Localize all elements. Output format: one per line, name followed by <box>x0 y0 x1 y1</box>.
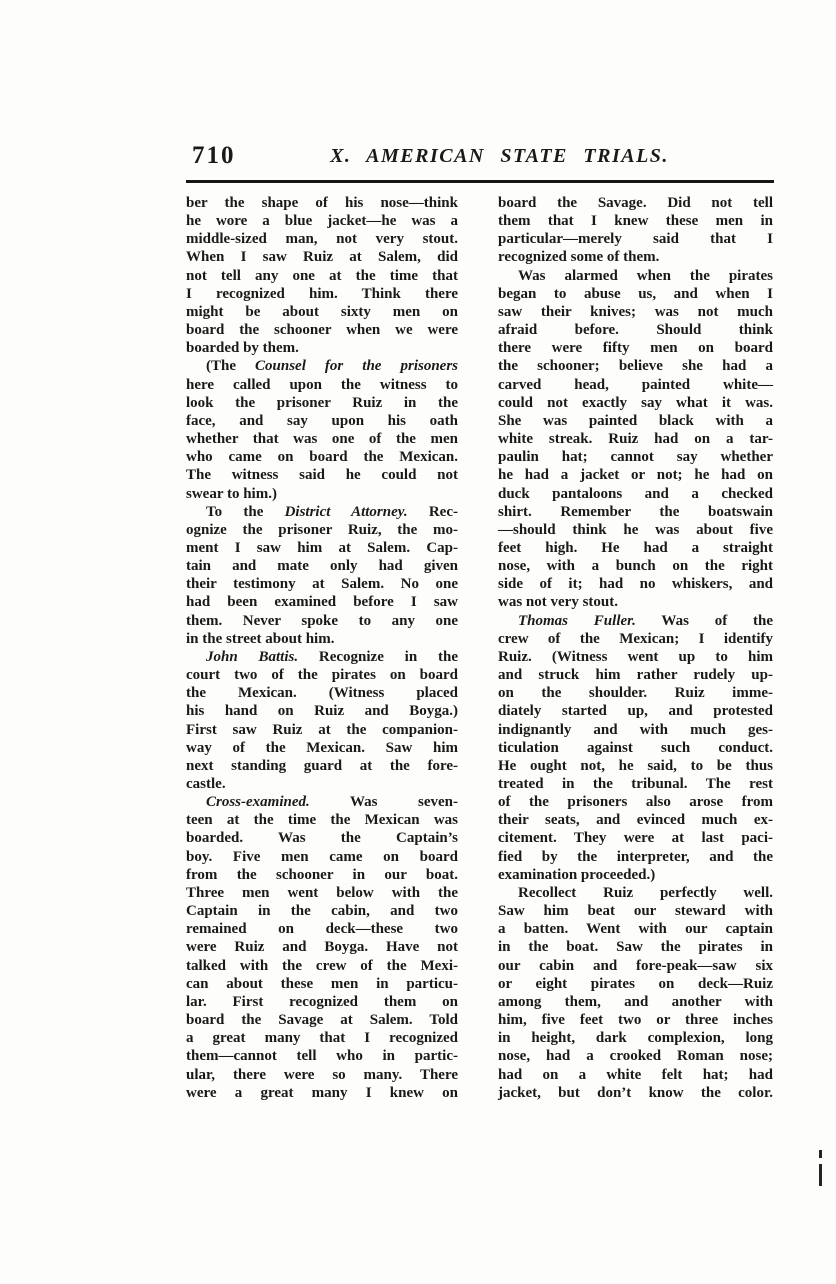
text-line: She was painted black with a <box>498 412 773 429</box>
text-line: began to abuse us, and when I <box>498 285 773 302</box>
text-line: He ought not, he said, to be thus <box>498 757 773 774</box>
text-line: (The Counsel for the prisoners <box>206 358 458 375</box>
text-line: white streak. Ruiz had on a tar- <box>498 431 773 448</box>
text-line: the Mexican. (Witness placed <box>186 685 458 702</box>
text-line: teen at the time the Mexican was <box>186 812 458 829</box>
text-line: John Battis. Recognize in the <box>206 648 458 665</box>
text-line: had been examined before I saw <box>186 594 458 611</box>
text-line: not tell any one at the time that <box>186 267 458 284</box>
text-line: there were fifty men on board <box>498 340 773 357</box>
text-line: To the District Attorney. Rec- <box>206 503 458 520</box>
text-line: their seats, and evinced much ex- <box>498 812 773 829</box>
text-line: in height, dark complexion, long <box>498 1030 773 1047</box>
text-line: court two of the pirates on board <box>186 667 458 684</box>
paragraph <box>186 503 458 648</box>
text-line: recognized some of them. <box>498 249 660 266</box>
text-line: were Ruiz and Boyga. Have not <box>186 939 458 956</box>
text-line: a great many that I recognized <box>186 1030 458 1047</box>
text-line: him, five feet two or three inches <box>498 1012 773 1029</box>
text-line: paulin hat; cannot say whether <box>498 449 773 466</box>
paragraph <box>186 357 458 502</box>
text-line: and struck him rather rudely up- <box>498 667 773 684</box>
text-line: feet high. He had a straight <box>498 539 773 556</box>
text-line: talked with the crew of the Mexi- <box>186 957 458 974</box>
text-line: I recognized him. Think there <box>186 285 458 302</box>
text-line: fied by the interpreter, and the <box>498 848 773 865</box>
page-number: 710 <box>192 142 236 169</box>
text-line: ticulation against such conduct. <box>498 739 773 756</box>
paragraph <box>498 267 773 612</box>
text-line: tain and mate only had given <box>186 558 458 575</box>
text-line: in the boat. Saw the pirates in <box>498 939 773 956</box>
text-line: middle-sized man, not very stout. <box>186 231 458 248</box>
text-line: whether that was one of the men <box>186 431 458 448</box>
text-line: their testimony at Salem. No one <box>186 576 458 593</box>
text-line: or eight pirates on deck—Ruiz <box>498 975 773 992</box>
text-line: who came on board the Mexican. <box>186 449 458 466</box>
text-line: citement. They were at last paci- <box>498 830 773 847</box>
text-line: jacket, but don’t know the color. <box>498 1084 773 1101</box>
text-line: way of the Mexican. Saw him <box>186 739 458 756</box>
text-line: he had a jacket or not; he had on <box>498 467 773 484</box>
text-line: remained on deck—these two <box>186 921 458 938</box>
text-line: boy. Five men came on board <box>186 848 458 865</box>
text-line: he wore a blue jacket—he was a <box>186 213 458 230</box>
text-line: particular—merely said that I <box>498 231 773 248</box>
text-line: First saw Ruiz at the companion- <box>186 721 458 738</box>
text-line: look the prisoner Ruiz in the <box>186 394 458 411</box>
text-line: in the street about him. <box>186 630 335 647</box>
page-header <box>186 140 773 174</box>
text-line: carved head, painted white— <box>498 376 773 393</box>
text-line: examination proceeded.) <box>498 866 656 883</box>
text-line: saw their knives; was not much <box>498 303 773 320</box>
paragraph <box>186 648 458 793</box>
text-line: a batten. Went with our captain <box>498 921 773 938</box>
text-line: them. Never spoke to any one <box>186 612 458 629</box>
text-line: duck pantaloons and a checked <box>498 485 773 502</box>
text-line: Ruiz. (Witness went up to him <box>498 648 773 665</box>
text-line: of the prisoners also arose from <box>498 794 773 811</box>
text-line: When I saw Ruiz at Salem, did <box>186 249 458 266</box>
text-line: on the shoulder. Ruiz imme- <box>498 685 773 702</box>
text-line: was not very stout. <box>498 594 618 611</box>
text-line: Was alarmed when the pirates <box>518 267 773 284</box>
text-line: ognize the prisoner Ruiz, the mo- <box>186 521 458 538</box>
text-line: side of it; had no whiskers, and <box>498 576 773 593</box>
text-line: had on a white felt hat; had <box>498 1066 773 1083</box>
text-line: Captain in the cabin, and two <box>186 903 458 920</box>
paragraph <box>498 884 773 1102</box>
text-line: next standing guard at the fore- <box>186 757 458 774</box>
text-line: afraid before. Should think <box>498 322 773 339</box>
text-line: might be about sixty men on <box>186 303 458 320</box>
text-line: his hand on Ruiz and Boyga.) <box>186 703 458 720</box>
text-line: diately started up, and protested <box>498 703 773 720</box>
text-line: could not exactly say what it was. <box>498 394 773 411</box>
text-line: castle. <box>186 776 226 792</box>
header-rule <box>186 180 774 183</box>
text-line: nose, with a bunch on the right <box>498 558 773 575</box>
text-line: ular, there were so many. There <box>186 1066 458 1083</box>
text-line: indignantly and with much ges- <box>498 721 773 738</box>
text-line: Thomas Fuller. Was of the <box>518 612 774 629</box>
text-line: Recollect Ruiz perfectly well. <box>518 884 773 901</box>
text-line: board the Savage at Salem. Told <box>186 1012 458 1029</box>
text-line: them that I knew these men in <box>498 213 773 230</box>
text-line: boarded by them. <box>186 340 299 357</box>
paragraph <box>186 194 458 357</box>
text-line: board the schooner when we were <box>186 322 458 339</box>
text-line: nose, had a crooked Roman nose; <box>498 1048 773 1065</box>
right-column <box>498 194 773 1102</box>
text-line: Three men went below with the <box>186 884 458 901</box>
text-line: boarded. Was the Captain’s <box>186 830 458 847</box>
left-column <box>186 194 458 1102</box>
text-line: treated in the tribunal. The rest <box>498 776 773 792</box>
scan-artifact <box>819 1150 822 1186</box>
text-line: lar. First recognized them on <box>186 993 458 1010</box>
text-line: The witness said he could not <box>186 467 458 484</box>
text-line: Saw him beat our steward with <box>498 903 773 920</box>
text-line: from the schooner in our boat. <box>186 866 458 883</box>
text-line: ment I saw him at Salem. Cap- <box>186 539 458 556</box>
paragraph <box>186 793 458 1102</box>
text-line: —should think he was about five <box>498 521 773 538</box>
text-line: Cross-examined. Was seven- <box>206 794 458 811</box>
text-line: crew of the Mexican; I identify <box>498 630 773 647</box>
text-line: them—cannot tell who in partic- <box>186 1048 458 1065</box>
text-line: our cabin and fore-peak—saw six <box>498 957 773 974</box>
text-line: can about these men in particu- <box>186 975 458 992</box>
running-title: X. AMERICAN STATE TRIALS. <box>330 145 669 167</box>
paragraph <box>498 194 773 267</box>
text-line: here called upon the witness to <box>186 376 458 393</box>
text-line: shirt. Remember the boatswain <box>498 503 773 520</box>
text-line: the schooner; believe she had a <box>498 358 773 375</box>
text-line: board the Savage. Did not tell <box>498 195 773 211</box>
text-line: were a great many I knew on <box>186 1084 458 1101</box>
paragraph <box>498 612 773 884</box>
text-line: swear to him.) <box>186 485 277 502</box>
text-line: among them, and another with <box>498 993 773 1010</box>
text-line: ber the shape of his nose—think <box>186 195 458 211</box>
text-line: face, and say upon his oath <box>186 412 458 429</box>
